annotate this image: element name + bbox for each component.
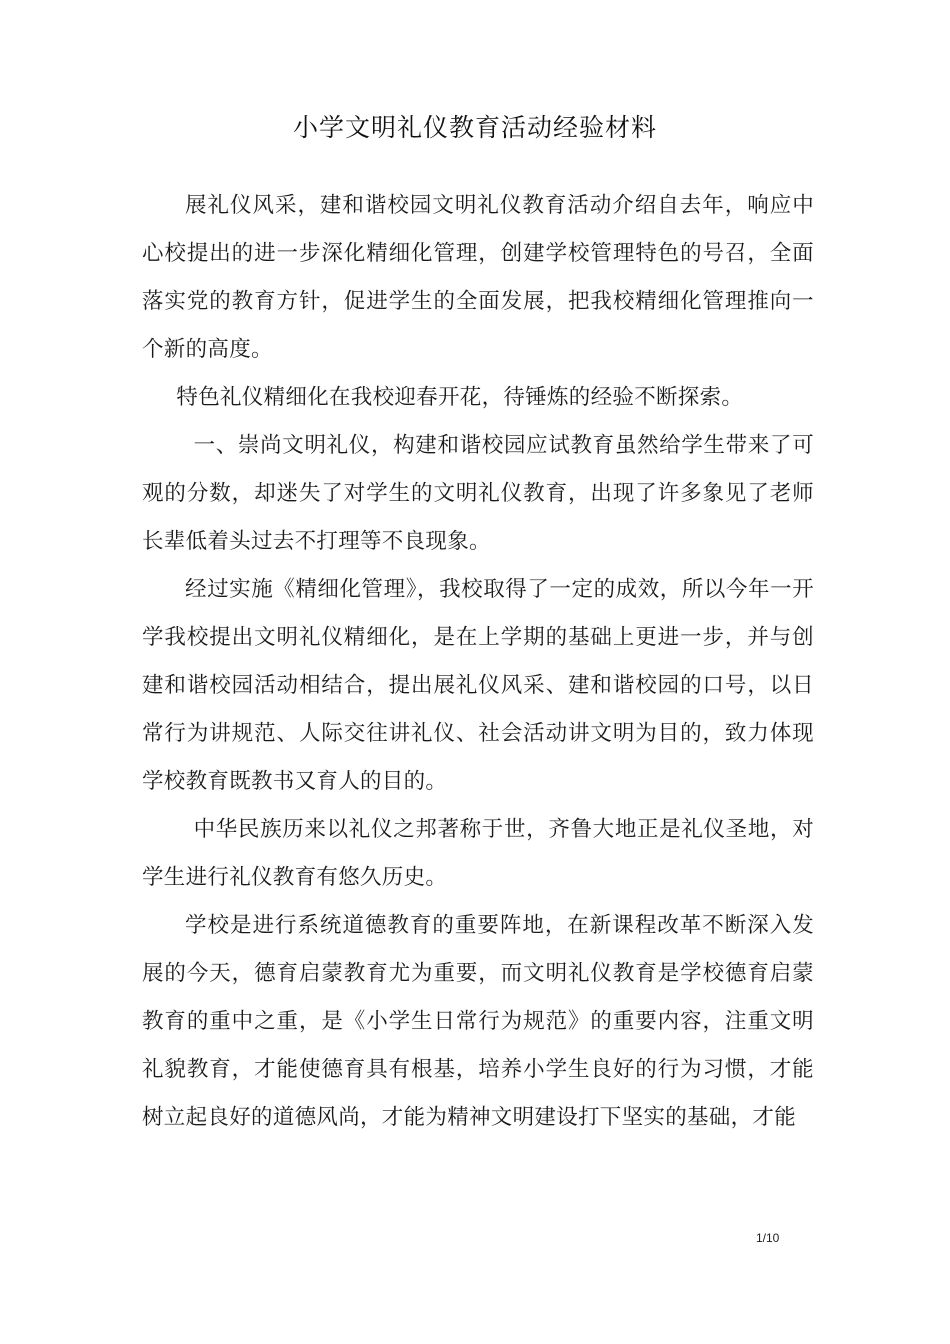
document-body [142, 182, 814, 1142]
paragraph-6: 学校是进行系统道德教育的重要阵地，在新课程改革不断深入发展的今天，德育启蒙教育尤为重要，而文明礼仪教育是学校德育启蒙教育的重中之重，是《小学生日常行为规范》的重要内容，注重文明礼貌教育，才能使德育具有根基，培养小学生良好的行为习惯，才能树立起良好的道德风尚，才能为精神文明建设打下坚实的基础，才能 [142, 913, 814, 1130]
paragraph-3: 一、崇尚文明礼仪，构建和谐校园应试教育虽然给学生带来了可观的分数，却迷失了对学生的文明礼仪教育，出现了许多象见了老师长辈低着头过去不打理等不良现象。 [142, 433, 814, 554]
document-title: 小学文明礼仪教育活动经验材料 [292, 113, 657, 142]
paragraph-4: 经过实施《精细化管理》，我校取得了一定的成效，所以今年一开学我校提出文明礼仪精细化，是在上学期的基础上更进一步，并与创建和谐校园活动相结合，提出展礼仪风采、建和谐校园的口号，以日常行为讲规范、人际交往讲礼仪、社会活动讲文明为目的，致力体现学校教育既教书又育人的目的。 [142, 577, 814, 794]
page-number: 1/10 [756, 1231, 780, 1245]
paragraph-5: 中华民族历来以礼仪之邦著称于世，齐鲁大地正是礼仪圣地，对学生进行礼仪教育有悠久历史。 [142, 817, 814, 890]
paragraph-2: 特色礼仪精细化在我校迎春开花，待锤炼的经验不断探索。 [176, 385, 744, 410]
paragraph-1: 展礼仪风采，建和谐校园文明礼仪教育活动介绍自去年，响应中心校提出的进一步深化精细化管理，创建学校管理特色的号召，全面落实党的教育方针，促进学生的全面发展，把我校精细化管理推向一个新的高度。 [142, 193, 814, 362]
